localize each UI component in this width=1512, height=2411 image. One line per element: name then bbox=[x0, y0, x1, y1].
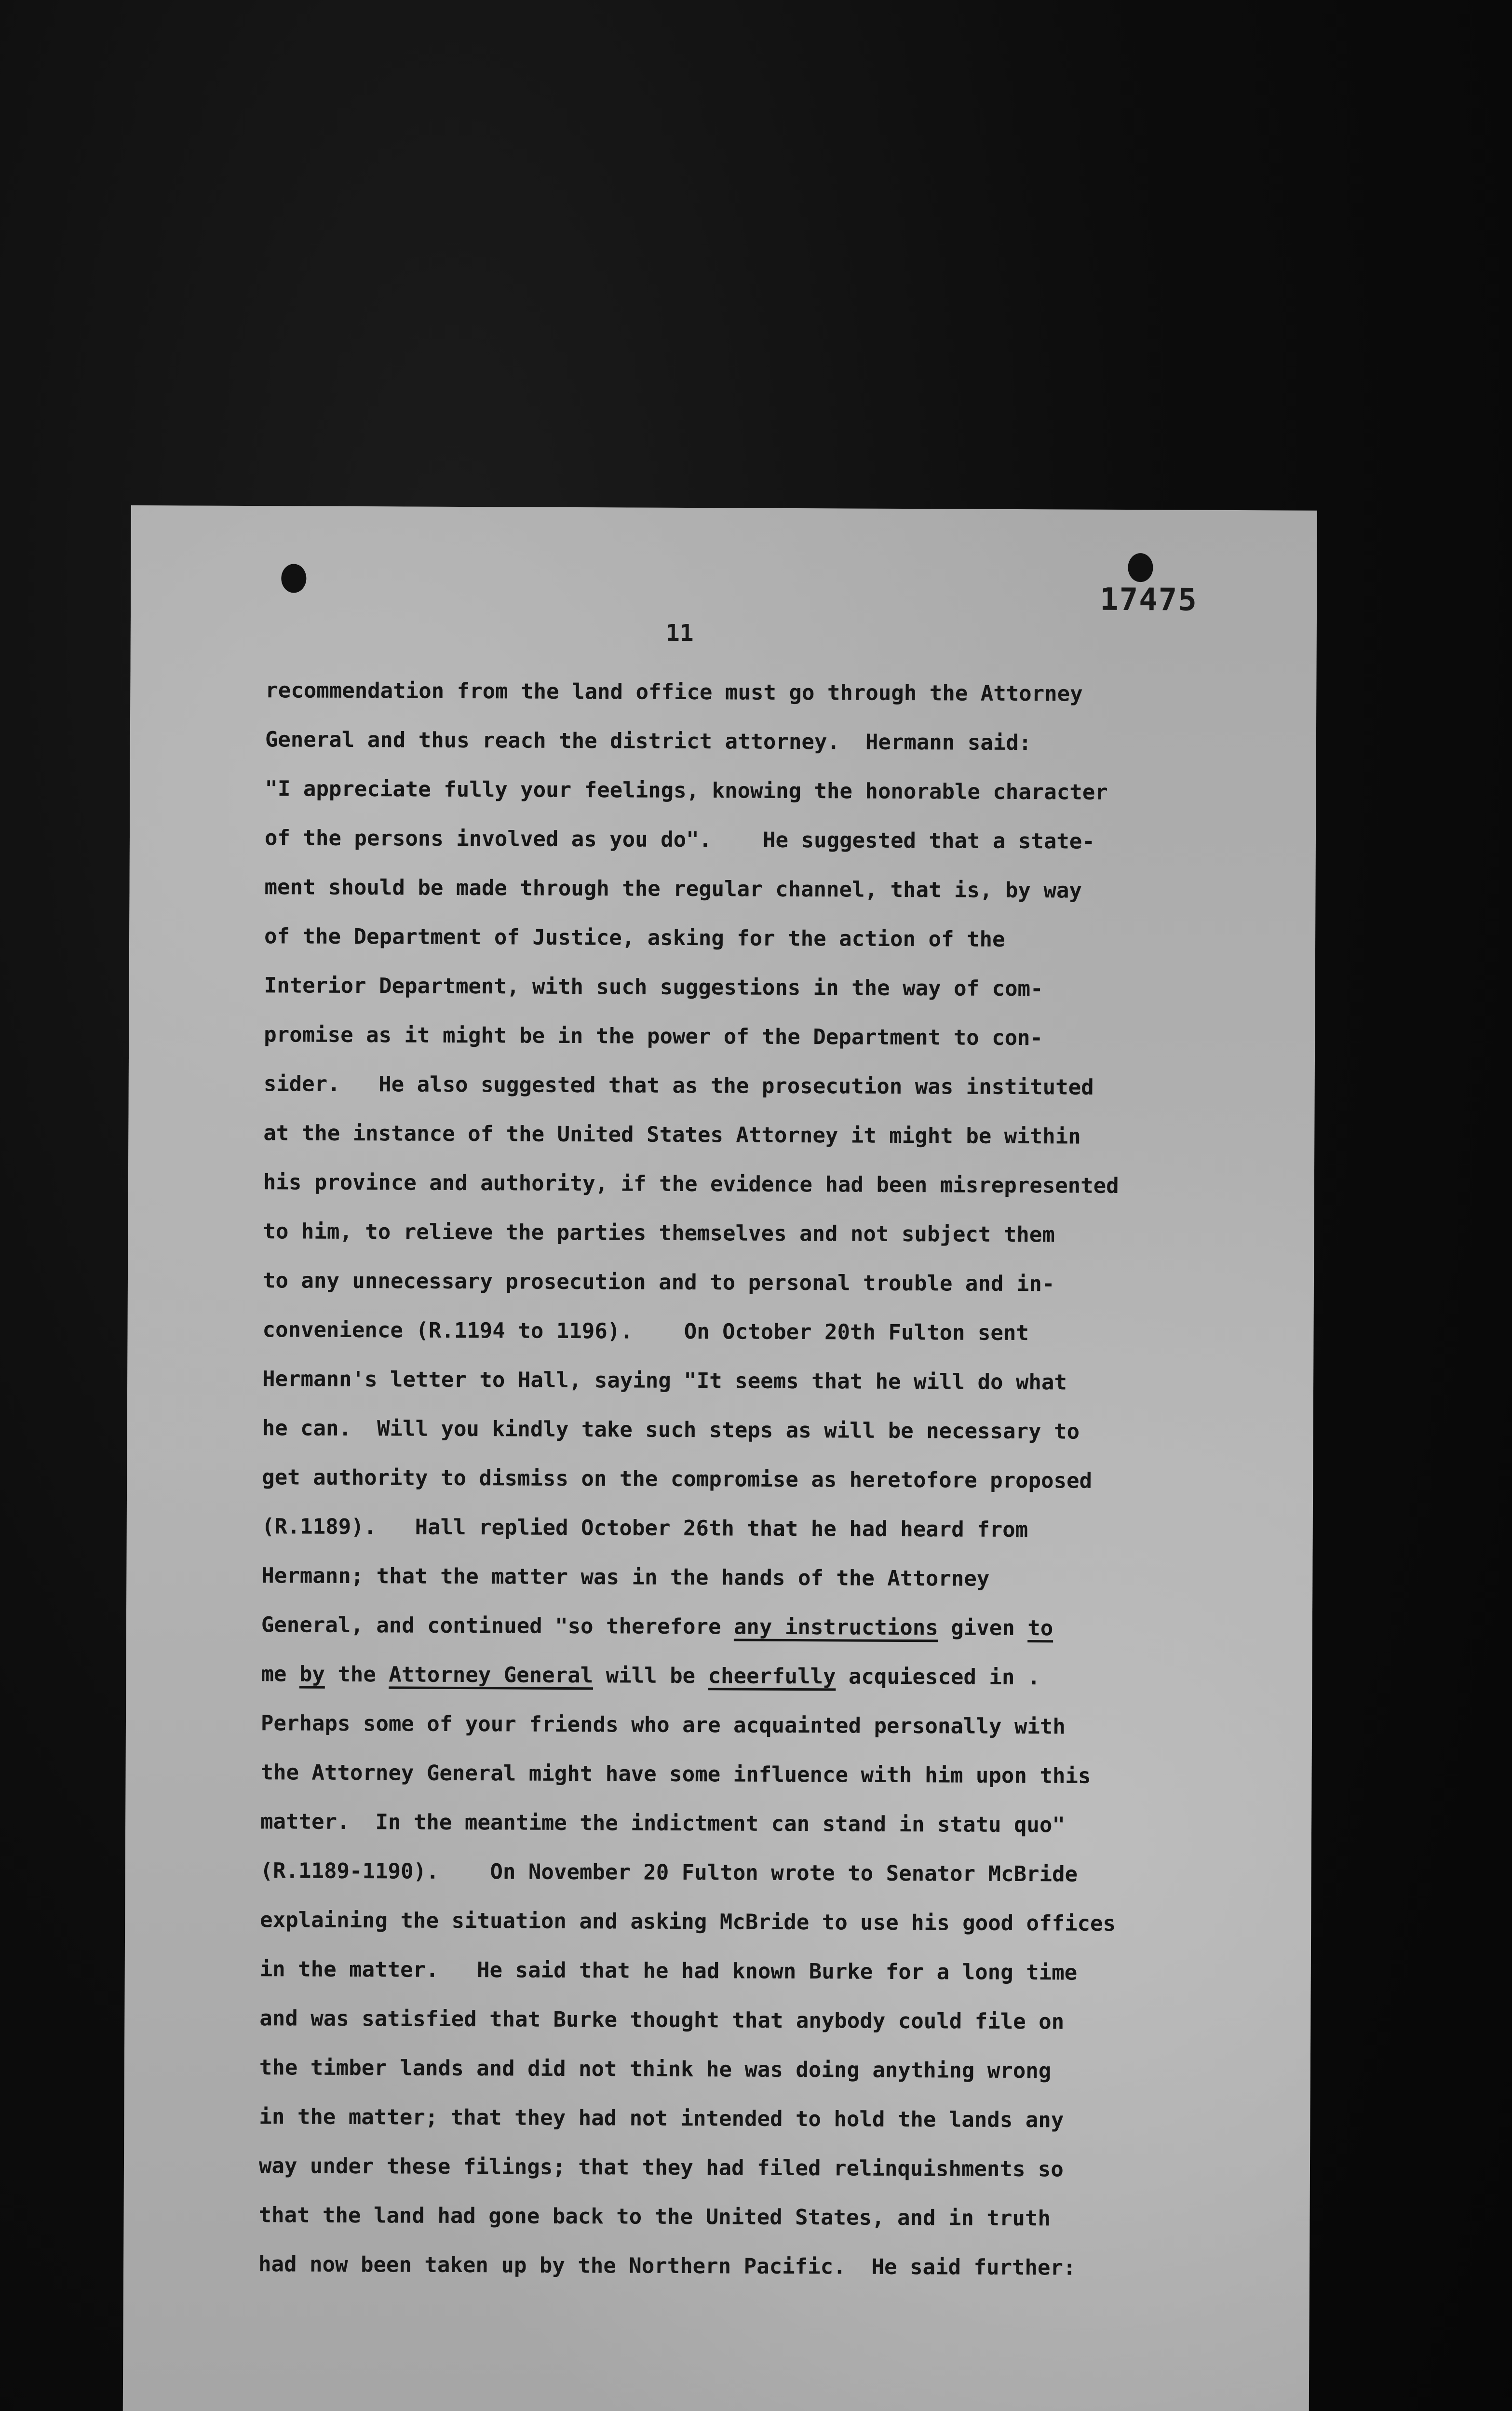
text-segment: me bbox=[261, 1662, 300, 1687]
underlined-text: by bbox=[299, 1662, 325, 1687]
text-segment: of the Department of Justice, asking for the action of the bbox=[264, 924, 1005, 952]
text-line bbox=[260, 1797, 1282, 1851]
text-segment: in the matter; that they had not intended to hold the lands any bbox=[259, 2104, 1064, 2133]
text-segment: had now been taken up by the Northern Pacific. He said further: bbox=[258, 2252, 1076, 2280]
text-line bbox=[260, 1896, 1282, 1949]
text-segment: that the land had gone back to the United States, and in truth bbox=[258, 2203, 1051, 2231]
text-line bbox=[265, 666, 1287, 719]
text-line bbox=[263, 1158, 1285, 1211]
text-line bbox=[262, 1305, 1284, 1359]
text-line bbox=[262, 1354, 1284, 1408]
text-segment: explaining the situation and asking McBride to use his good offices bbox=[260, 1908, 1116, 1936]
text-line bbox=[265, 813, 1287, 867]
punch-hole-icon bbox=[281, 564, 306, 593]
text-line bbox=[260, 1945, 1282, 1998]
text-line bbox=[260, 1748, 1282, 1801]
text-line bbox=[258, 2240, 1281, 2293]
text-segment: ment should be made through the regular channel, that is, by way bbox=[264, 875, 1082, 903]
text-segment: "I appreciate fully your feelings, knowing the honorable character bbox=[265, 776, 1108, 805]
text-segment: his province and authority, if the evidence had been misrepresented bbox=[263, 1170, 1119, 1198]
underlined-text: cheerfully bbox=[708, 1664, 836, 1689]
text-line bbox=[263, 1256, 1285, 1310]
text-segment: way under these filings; that they had filed relinquishments so bbox=[258, 2154, 1064, 2182]
text-line bbox=[259, 2092, 1281, 2146]
text-line bbox=[261, 1699, 1283, 1752]
text-segment: convenience (R.1194 to 1196). On October 20th Fulton sent bbox=[262, 1317, 1029, 1346]
text-segment: acquiesced in . bbox=[836, 1664, 1040, 1690]
text-line bbox=[260, 1846, 1282, 1900]
text-segment: to him, to relieve the parties themselves and not subject them bbox=[263, 1219, 1055, 1247]
text-segment: (R.1189). Hall replied October 26th that he had heard from bbox=[261, 1514, 1028, 1543]
text-segment: will be bbox=[593, 1663, 708, 1689]
text-line bbox=[262, 1404, 1284, 1457]
text-segment: Interior Department, with such suggestions in the way of com- bbox=[264, 973, 1043, 1002]
text-line bbox=[264, 1010, 1286, 1064]
text-segment: promise as it might be in the power of the Department to con- bbox=[264, 1022, 1043, 1051]
text-line bbox=[261, 1551, 1283, 1605]
text-line bbox=[261, 1650, 1283, 1703]
text-line bbox=[263, 1207, 1285, 1260]
text-line bbox=[258, 2191, 1281, 2244]
text-line bbox=[259, 2043, 1282, 2097]
text-segment: General, and continued "so therefore bbox=[261, 1612, 734, 1639]
text-line bbox=[262, 1453, 1284, 1506]
text-line bbox=[265, 715, 1287, 769]
text-segment: the Attorney General might have some influence with him upon this bbox=[260, 1760, 1091, 1788]
text-segment: matter. In the meantime the indictment can stand in statu quo" bbox=[260, 1809, 1066, 1838]
text-line bbox=[263, 1109, 1285, 1162]
text-line bbox=[264, 863, 1286, 916]
text-segment: the timber lands and did not think he was doing anything wrong bbox=[259, 2055, 1052, 2084]
underlined-text: to bbox=[1027, 1616, 1053, 1641]
text-segment: the bbox=[324, 1662, 389, 1687]
typed-page bbox=[123, 505, 1317, 2411]
text-line bbox=[264, 1059, 1286, 1113]
text-segment: Hermann; that the matter was in the hands of the Attorney bbox=[261, 1563, 990, 1591]
text-segment: he can. Will you kindly take such steps as will be necessary to bbox=[262, 1416, 1080, 1444]
text-line bbox=[265, 764, 1287, 818]
text-segment: Perhaps some of your friends who are acquainted personally with bbox=[260, 1711, 1066, 1739]
text-segment: given bbox=[938, 1615, 1028, 1641]
underlined-text: any instructions bbox=[733, 1614, 938, 1640]
text-segment: (R.1189-1190). On November 20 Fulton wrote to Senator McBride bbox=[260, 1858, 1078, 1887]
text-segment: in the matter. He said that he had known Burke for a long time bbox=[259, 1957, 1078, 1985]
text-line bbox=[262, 1502, 1284, 1556]
document-number: 17475 bbox=[1100, 582, 1198, 618]
underlined-text: Attorney General bbox=[389, 1662, 594, 1688]
text-segment: at the instance of the United States Attorney it might be within bbox=[263, 1121, 1081, 1149]
text-line bbox=[259, 1994, 1282, 2047]
text-segment: and was satisfied that Burke thought that anybody could file on bbox=[259, 2006, 1065, 2034]
page-number: 11 bbox=[665, 619, 694, 647]
text-segment: Hermann's letter to Hall, saying "It seems that he will do what bbox=[262, 1367, 1067, 1395]
text-segment: of the persons involved as you do". He suggested that a state- bbox=[264, 826, 1095, 854]
document-body bbox=[258, 666, 1288, 2293]
text-segment: recommendation from the land office must go through the Attorney bbox=[265, 678, 1083, 706]
text-segment: sider. He also suggested that as the prosecution was instituted bbox=[263, 1071, 1094, 1100]
text-line bbox=[264, 912, 1286, 965]
text-line bbox=[264, 961, 1286, 1015]
text-line bbox=[261, 1600, 1283, 1654]
text-segment: General and thus reach the district attorney. Hermann said: bbox=[265, 727, 1032, 756]
text-line bbox=[259, 2141, 1281, 2195]
punch-hole-icon bbox=[1128, 553, 1153, 582]
text-segment: get authority to dismiss on the compromise as heretofore proposed bbox=[262, 1465, 1093, 1493]
text-segment: to any unnecessary prosecution and to personal trouble and in- bbox=[262, 1268, 1055, 1297]
